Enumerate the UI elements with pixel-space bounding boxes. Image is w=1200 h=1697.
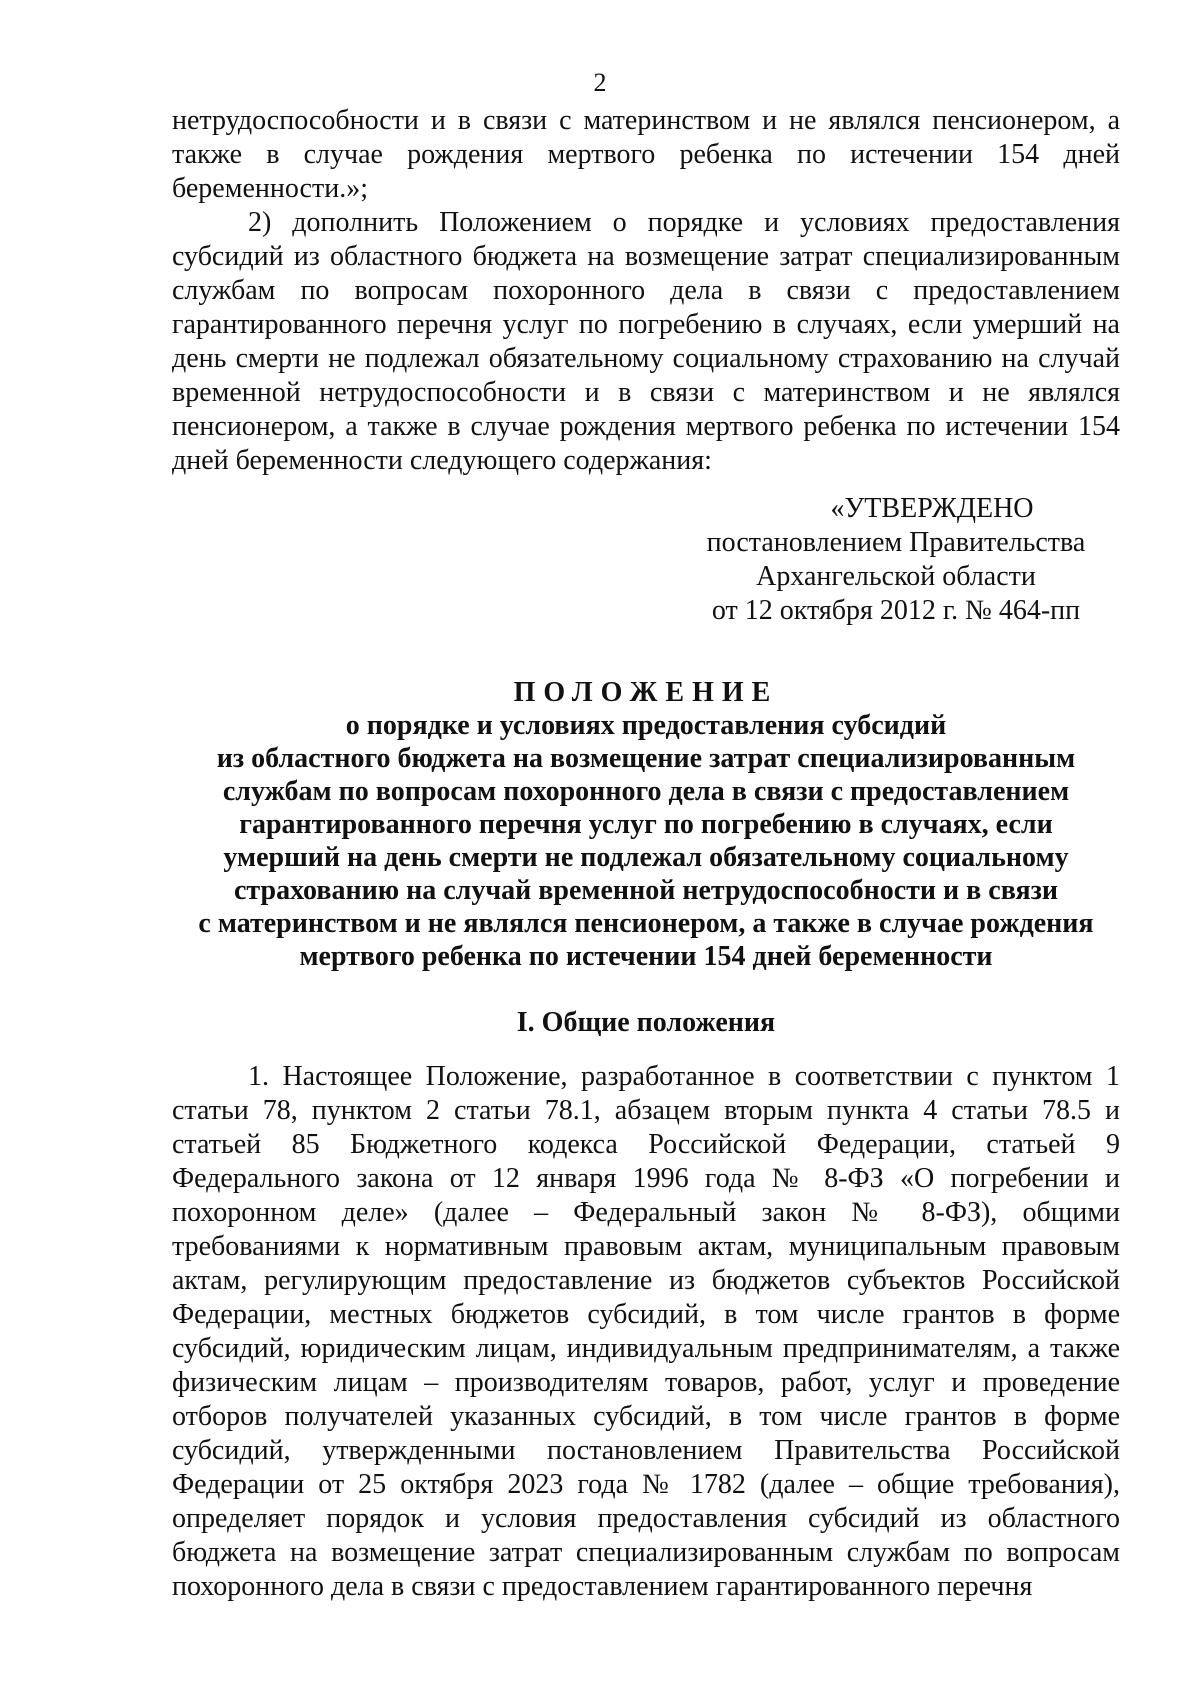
heading-line: о порядке и условиях предоставления субсидий [345,710,947,741]
paragraph-amendment-2: 2) дополнить Положением о порядке и условиях предоставления субсидий из областного бюджета на возмещение затрат специализированным службам по вопросам похоронного дела в связи с предоставлением гарантированного перечня услуг по погребению в случаях, если умерший на день смерти не подлежал обязательному социальному страхованию на случай временной нетрудоспособности и в связи с материнством и не являлся пенсионером, а также в случае рождения мертвого ребенка по истечении 154 дней беременности следующего содержания: [172,207,1120,476]
paragraph-continuation: нетрудоспособности и в связи с материнством и не являлся пенсионером, а также в случае рождения мертвого ребенка по истечении 154 дней беременности.»; [172,105,1120,204]
body-text-block [172,1060,1120,1604]
heading-line: гарантированного перечня услуг по погребению в случаях, если [239,809,1053,840]
heading-line: службам по вопросам похоронного дела в связи с предоставлением [222,776,1070,807]
intro-text-block [172,104,1120,478]
heading-line: мертвого ребенка по истечении 154 дней беременности [299,941,993,972]
approval-line-resolution: постановлением Правительства [706,527,1086,558]
heading-line: из областного бюджета на возмещение затрат специализированным [216,743,1076,774]
paragraph-item-1: 1. Настоящее Положение, разработанное в соответствии с пунктом 1 статьи 78, пунктом 2 статьи 78.1, абзацем вторым пункта 4 статьи 78.5 и статьей 85 Бюджетного кодекса Российской Федерации, статьей 9 Федерального закона от 12 января 1996 года № 8-ФЗ «О погребении и похоронном деле» (далее – Федеральный закон № 8-ФЗ), общими требованиями к нормативным правовым актам, муниципальным правовым актам, регулирующим предоставление из бюджетов субъектов Российской Федерации, местных бюджетов субсидий, в том числе грантов в форме субсидий, юридическим лицам, индивидуальным предпринимателям, а также физическим лицам – производителям товаров, работ, услуг и проведение отборов получателей указанных субсидий, в том числе грантов в форме субсидий, утвержденными постановлением Правительства Российской Федерации от 25 октября 2023 года № 1782 (далее – общие требования), определяет порядок и условия предоставления субсидий из областного бюджета на возмещение затрат специализированным службам по вопросам похоронного дела в связи с предоставлением гарантированного перечня [172,1061,1120,1602]
heading-line: страхованию на случай временной нетрудоспособности и в связи [234,875,1058,906]
document-heading [172,676,1120,973]
approval-stamp [672,492,1120,628]
approval-line-date: от 12 октября 2012 г. № 464-пп [711,595,1081,626]
heading-line: с материнством и не являлся пенсионером, а также в случае рождения [198,908,1094,939]
heading-line: умерший на день смерти не подлежал обязательному социальному [223,842,1069,873]
section-title: I. Общие положения [516,1007,776,1038]
document-title: ПОЛОЖЕНИЕ [513,677,779,708]
approval-line-region: Архангельской области [756,561,1036,592]
approval-line-approved: «УТВЕРЖДЕНО [830,493,1034,524]
page-number: 2 [593,68,607,97]
